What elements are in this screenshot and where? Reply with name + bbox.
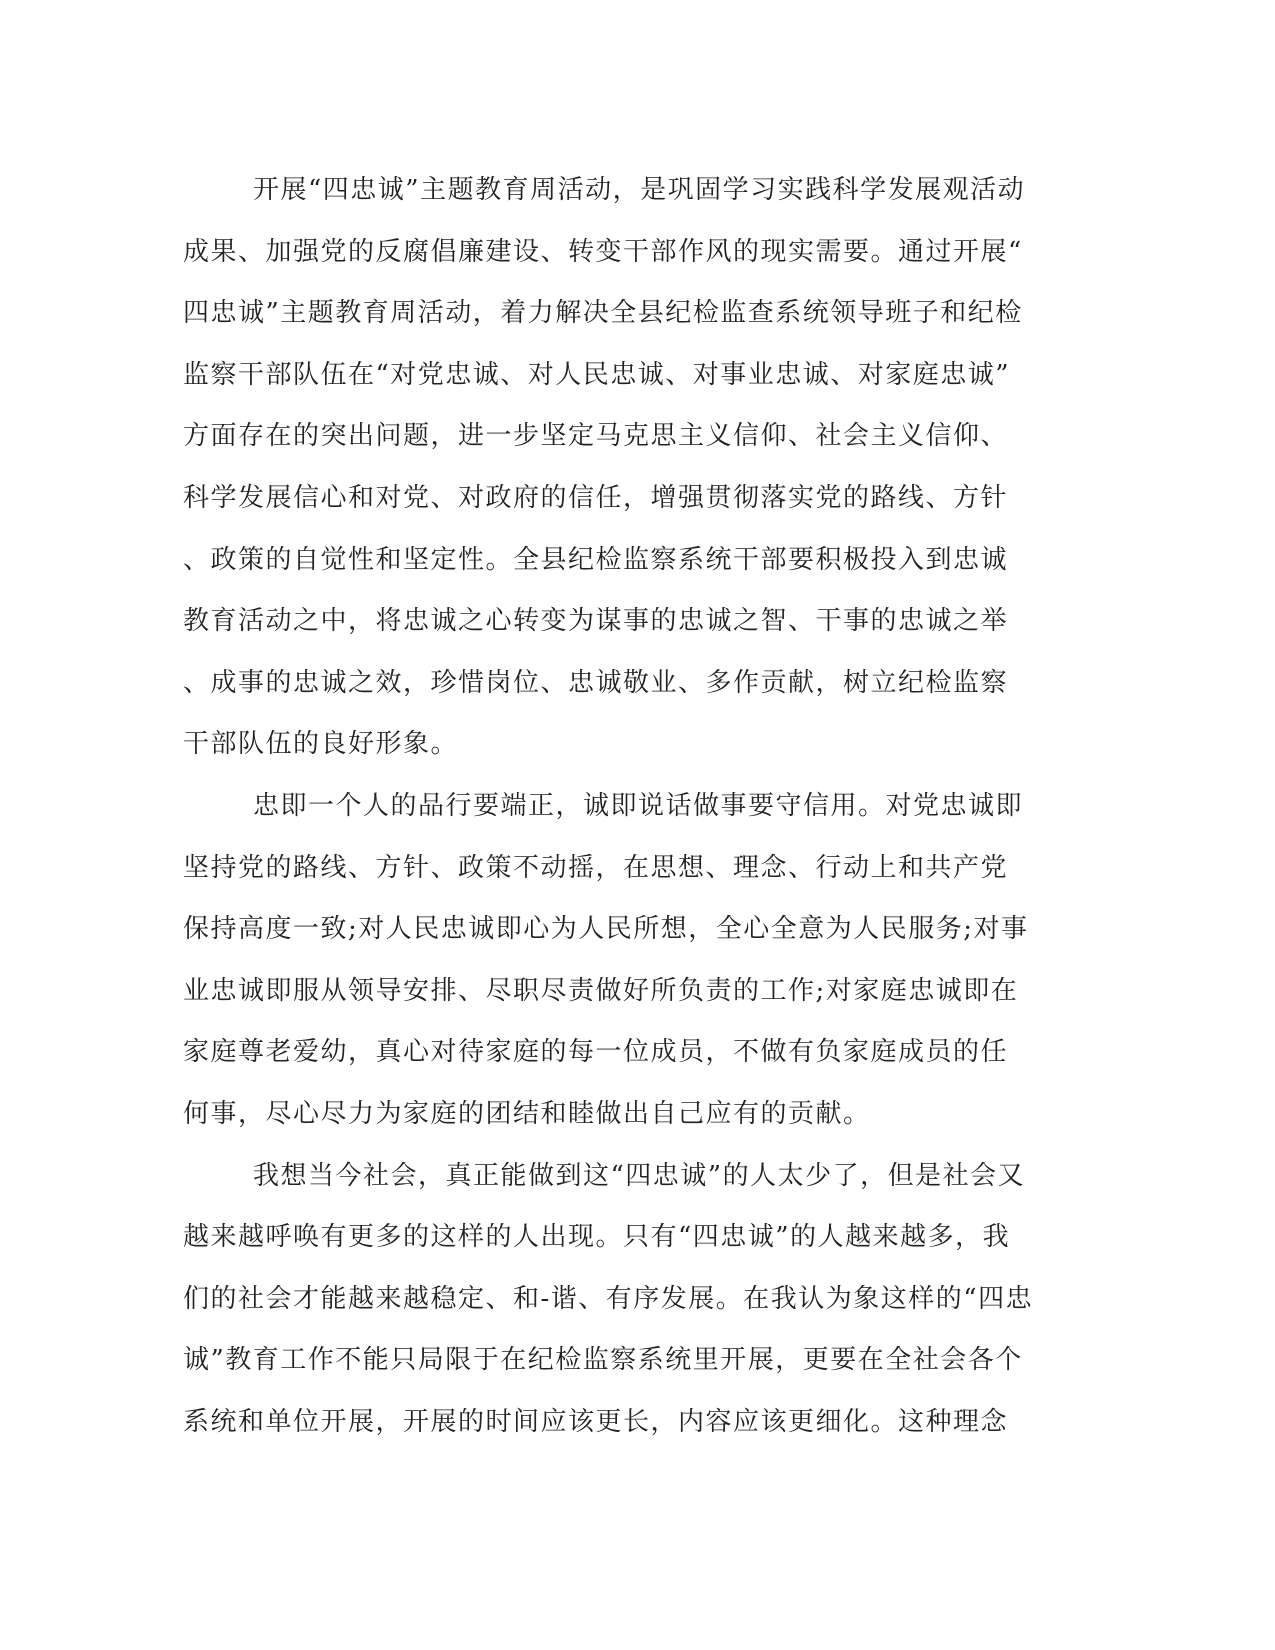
text-line: 监察干部队伍在“对党忠诚、对人民忠诚、对事业忠诚、对家庭忠诚” xyxy=(183,359,1011,390)
text-line: 教育活动之中，将忠诚之心转变为谋事的忠诚之智、干事的忠诚之举 xyxy=(183,606,1009,637)
text-line: 系统和单位开展，开展的时间应该更长，内容应该更细化。这种理念 xyxy=(183,1406,1009,1437)
text-line: 干部队伍的良好形象。 xyxy=(183,729,459,760)
text-line: 忠即一个人的品行要端正，诚即说话做事要守信用。对党忠诚即 xyxy=(253,790,1024,821)
text-line: 业忠诚即服从领导安排、尽职尽责做好所负责的工作;对家庭忠诚即在 xyxy=(183,975,1019,1006)
document-body xyxy=(183,160,1063,1453)
paragraph-1 xyxy=(183,160,1063,776)
text-line: 家庭尊老爱幼，真心对待家庭的每一位成员，不做有负家庭成员的任 xyxy=(183,1037,1009,1068)
text-line: 科学发展信心和对党、对政府的信任，增强贯彻落实党的路线、方针 xyxy=(183,482,1009,513)
text-line: 诚”教育工作不能只局限于在纪检监察系统里开展，更要在全社会各个 xyxy=(183,1345,1023,1376)
text-line: 方面存在的突出问题，进一步坚定马克思主义信仰、社会主义信仰、 xyxy=(183,421,1009,452)
text-line: 开展“四忠诚”主题教育周活动，是巩固学习实践科学发展观活动 xyxy=(253,175,1026,205)
text-line: 何事，尽心尽力为家庭的团结和睦做出自己应有的贡献。 xyxy=(183,1098,871,1129)
text-line: 四忠诚”主题教育周活动，着力解决全县纪检监查系统领导班子和纪检 xyxy=(183,298,1023,329)
paragraph-2 xyxy=(183,776,1063,1146)
text-line: 、政策的自觉性和坚定性。全县纪检监察系统干部要积极投入到忠诚 xyxy=(183,544,1009,575)
text-line: 我想当今社会，真正能做到这“四忠诚”的人太少了，但是社会又 xyxy=(253,1160,1026,1191)
text-line: 越来越呼唤有更多的这样的人出现。只有“四忠诚”的人越来越多，我 xyxy=(183,1222,1011,1253)
text-line: 保持高度一致;对人民忠诚即心为人民所想，全心全意为人民服务;对事 xyxy=(183,914,1029,945)
text-line: 们的社会才能越来越稳定、和-谐、有序发展。在我认为象这样的“四忠 xyxy=(183,1283,1034,1314)
text-line: 成果、加强党的反腐倡廉建设、转变干部作风的现实需要。通过开展“ xyxy=(183,236,1023,267)
paragraph-3 xyxy=(183,1146,1063,1454)
text-line: 坚持党的路线、方针、政策不动摇，在思想、理念、行动上和共产党 xyxy=(183,852,1009,883)
text-line: 、成事的忠诚之效，珍惜岗位、忠诚敬业、多作贡献，树立纪检监察 xyxy=(183,667,1009,698)
